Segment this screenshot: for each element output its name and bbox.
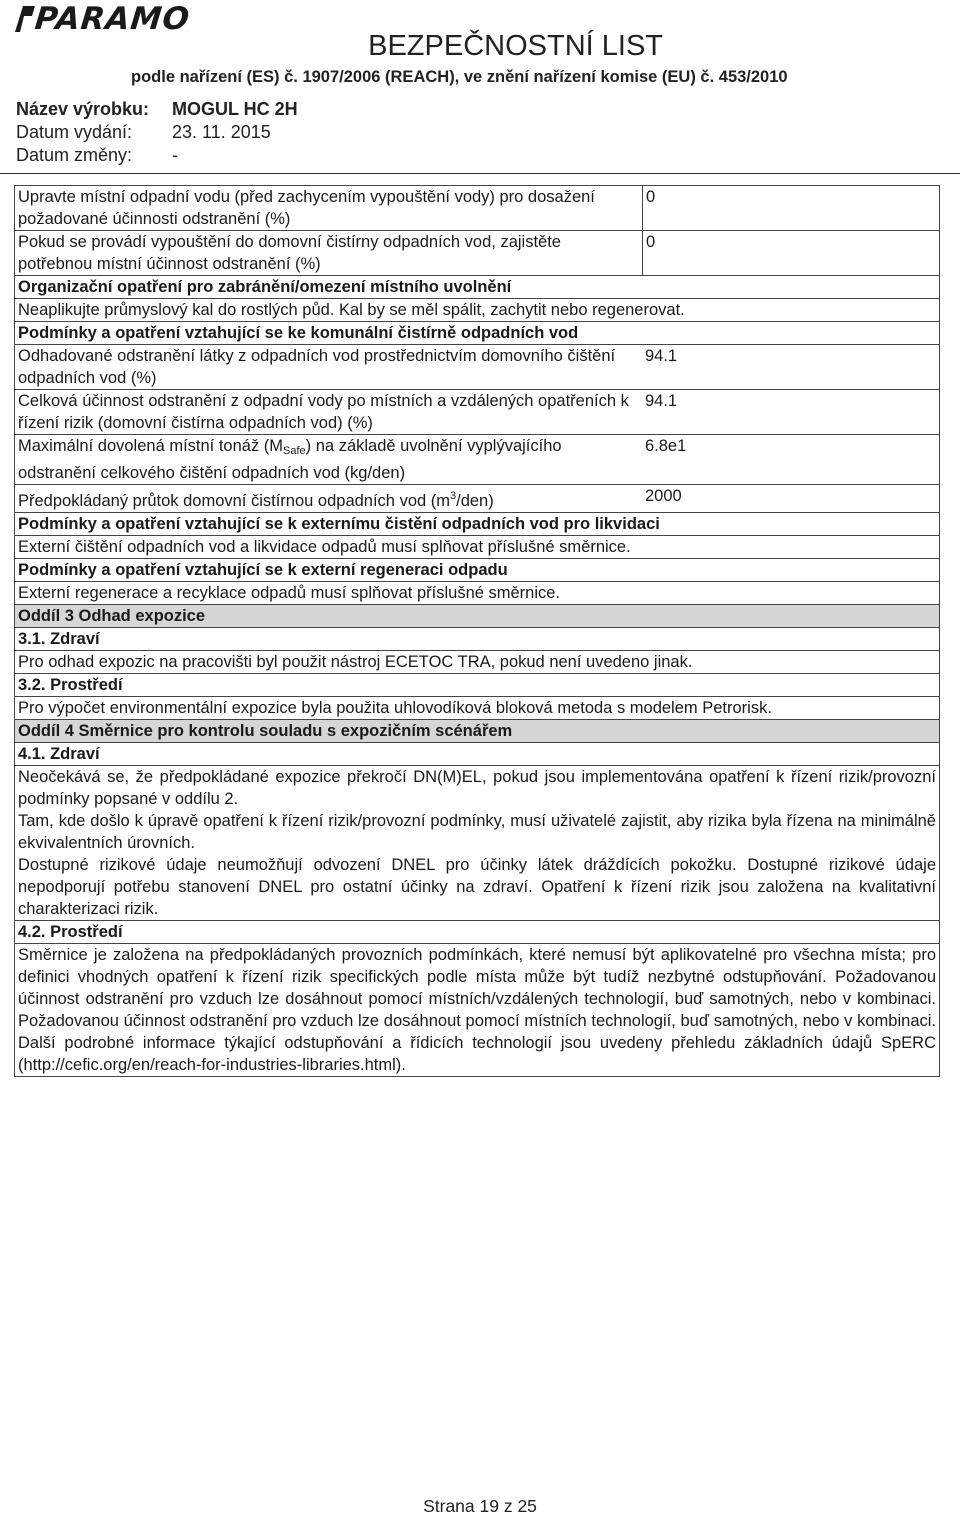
table-row: [15, 231, 939, 276]
row-label: Odhadované odstranění látky z odpadních vod prostřednictvím domovního čištění odpadních vod (%): [18, 347, 616, 387]
subsection-heading: 4.2. Prostředí: [15, 921, 939, 944]
row-value: 0: [642, 186, 939, 230]
table-row: [15, 345, 939, 390]
section-title: Oddíl 3 Odhad expozice: [15, 605, 939, 628]
product-name-line: [16, 99, 298, 120]
row-label: [15, 485, 642, 512]
row-label: Celková účinnost odstranění z odpadní vody po místních a vzdálených opatřeních k řízení rizik (domovní čistírna odpadních vod) (%): [18, 392, 629, 432]
paragraph: Dostupné rizikové údaje neumožňují odvození DNEL pro účinky látek dráždících pokožku. Dostupné rizikové údaje nepodporují potřebu stanovení DNEL pro ostatní účinky na zdraví. Opatření k řízení rizik jsou založena na kvalitativní charakterizaci rizik.: [18, 856, 936, 918]
change-date-label: Datum změny:: [16, 145, 133, 165]
document-title: BEZPEČNOSTNÍ LIST: [368, 30, 663, 62]
issue-date-line: [16, 122, 271, 143]
text-row: Externí regenerace a recyklace odpadů musí splňovat příslušné směrnice.: [15, 582, 939, 605]
section-heading: Podmínky a opatření vztahující se k externímu čistění odpadních vod pro likvidaci: [15, 513, 939, 536]
paragraph: Neočekává se, že předpokládané expozice překročí DN(M)EL, pokud jsou implementována opatření k řízení rizik/provozní podmínky popsané v oddílu 2.: [18, 768, 936, 808]
text-row: Pro výpočet environmentální expozice byla použita uhlovodíková bloková metoda s modelem Petrorisk.: [15, 697, 939, 720]
label-part: /den): [456, 492, 494, 510]
table-row: [15, 390, 939, 435]
product-label: Název výrobku:: [16, 99, 150, 119]
page-number: Strana 19 z 25: [423, 1496, 537, 1516]
text-row: Pro odhad expozic na pracovišti byl použit nástroj ECETOC TRA, pokud není uvedeno jinak.: [15, 651, 939, 674]
table-row: [15, 186, 939, 231]
row-value: 6.8e1: [645, 437, 687, 455]
change-date-value: -: [172, 145, 178, 165]
page-header: [0, 0, 960, 176]
section-heading: Podmínky a opatření vztahující se ke komunální čistírně odpadních vod: [15, 322, 939, 345]
header-divider: [0, 173, 960, 174]
table-row: [15, 435, 939, 485]
row-label: Pokud se provádí vypouštění do domovní čistírny odpadních vod, zajistěte potřebnou místní účinnost odstranění (%): [18, 233, 561, 273]
issue-date-value: 23. 11. 2015: [172, 122, 271, 142]
change-date-line: [16, 145, 178, 166]
label-part: Předpokládaný průtok domovní čistírnou odpadních vod (m: [18, 492, 450, 510]
content-table: [14, 185, 940, 1077]
subsection-heading: 3.2. Prostředí: [15, 674, 939, 697]
row-label: [15, 435, 642, 484]
section-heading: Podmínky a opatření vztahující se k externí regeneraci odpadu: [15, 559, 939, 582]
logo-text: PARAMO: [33, 1, 192, 37]
label-part: ) na základě uvolnění vyplývajícího odstranění celkového čištění odpadních vod (kg/den): [18, 437, 562, 482]
table-row: [15, 485, 939, 513]
text-row: Neaplikujte průmyslový kal do rostlých půd. Kal by se měl spálit, zachytit nebo regenerovat.: [15, 299, 939, 322]
text-row: Externí čištění odpadních vod a likvidace odpadů musí splňovat příslušné směrnice.: [15, 536, 939, 559]
subsection-heading: 3.1. Zdraví: [15, 628, 939, 651]
subsection-heading: 4.1. Zdraví: [15, 743, 939, 766]
product-value: MOGUL HC 2H: [172, 99, 298, 119]
row-value: 94.1: [645, 392, 678, 410]
label-part: Maximální dovolená místní tonáž (M: [18, 437, 284, 455]
row-value: 94.1: [645, 347, 678, 365]
company-logo: [13, 2, 190, 36]
issue-date-label: Datum vydání:: [16, 122, 133, 142]
section-title: Oddíl 4 Směrnice pro kontrolu souladu s expozičním scénářem: [15, 720, 939, 743]
row-label: Upravte místní odpadní vodu (před zachycením vypouštění vody) pro dosažení požadované účinnosti odstranění (%): [18, 188, 595, 228]
label-subscript: Safe: [283, 445, 306, 457]
label-superscript: 3: [450, 490, 457, 502]
text-block: Směrnice je založena na předpokládaných provozních podmínkách, které nemusí být aplikovatelné pro všechna místa; pro definici vhodných opatření k řízení rizik specifických podle místa může být tudíž nezbytné odstupňování. Požadovanou účinnost odstranění pro vzduch lze dosáhnout pomocí místních/vzdálených technologií, buď samotných, nebo v kombinaci. Požadovanou účinnost odstranění pro vzduch lze dosáhnout pomocí místních technologií, buď samotných, nebo v kombinaci. Další podrobné informace týkající odstupňování a řídicích technologií jsou uvedeny přehledu základních údajů SpERC (http://cefic.org/en/reach-for-industries-libraries.html).: [18, 946, 936, 1074]
section-heading: Organizační opatření pro zabránění/omezení místního uvolnění: [15, 276, 939, 299]
row-value: 0: [642, 231, 939, 275]
text-block: [15, 766, 939, 921]
document-subtitle: podle nařízení (ES) č. 1907/2006 (REACH), ve znění nařízení komise (EU) č. 453/2010: [131, 68, 788, 86]
row-value: 2000: [645, 487, 682, 505]
paragraph: Tam, kde došlo k úpravě opatření k řízení rizik/provozní podmínky, musí uživatelé zajistit, aby rizika byla řízena na minimálně ekvivalentních úrovních.: [18, 812, 936, 852]
